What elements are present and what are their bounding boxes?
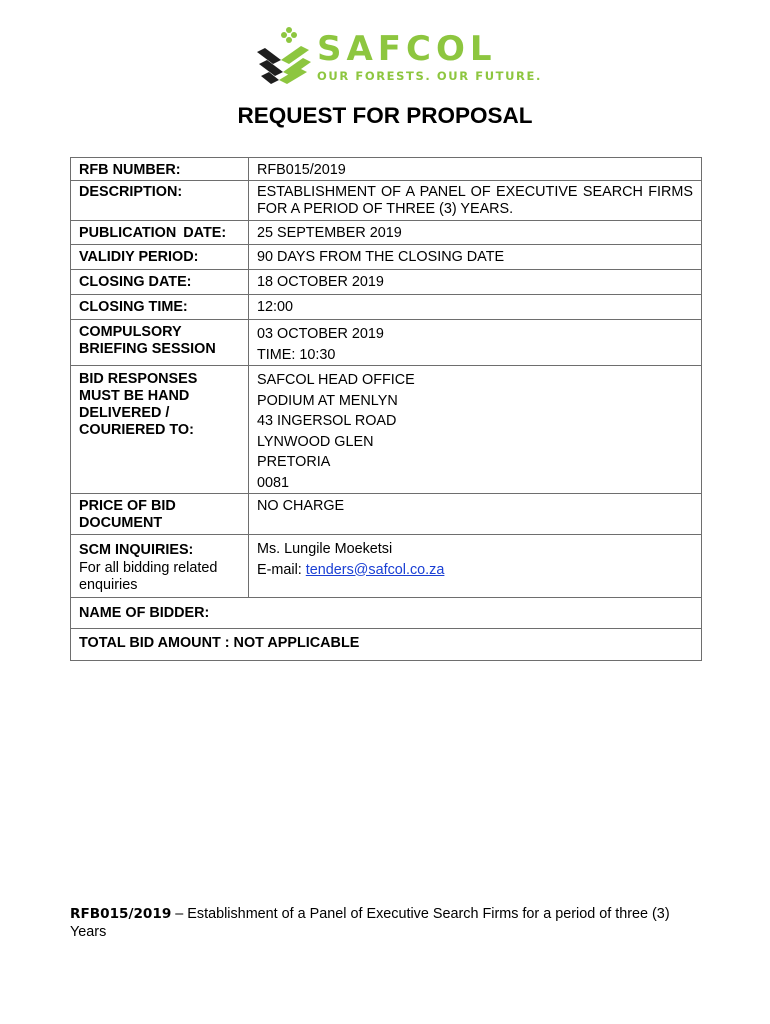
footer-text: – Establishment of a Panel of Executive Search Firms for a period of three (3) Years bbox=[70, 906, 670, 940]
scm-contact bbox=[249, 535, 702, 598]
briefing-date: 03 OCTOBER 2019 bbox=[257, 326, 384, 342]
rfp-details-table bbox=[70, 157, 702, 661]
briefing-label-line: COMPULSORY bbox=[79, 324, 182, 340]
delivery-label-line: MUST BE HAND bbox=[79, 388, 190, 404]
footer-code: RFB015/2019 bbox=[70, 906, 172, 922]
safcol-logo bbox=[255, 24, 542, 90]
briefing-session-label bbox=[71, 320, 249, 366]
address-line: 43 INGERSOL ROAD bbox=[257, 413, 397, 429]
page-title: REQUEST FOR PROPOSAL bbox=[237, 103, 533, 128]
description-label: DESCRIPTION: bbox=[71, 181, 249, 221]
table-row-price bbox=[71, 494, 702, 535]
closing-date-value: 18 OCTOBER 2019 bbox=[249, 270, 702, 295]
validity-period-value: 90 DAYS FROM THE CLOSING DATE bbox=[249, 245, 702, 270]
price-value: NO CHARGE bbox=[249, 494, 702, 535]
address-line: LYNWOOD GLEN bbox=[257, 433, 374, 450]
scm-sublabel: For all bidding related bbox=[79, 560, 218, 576]
scm-sublabel: enquiries bbox=[79, 577, 138, 593]
table-row-total-bid bbox=[71, 629, 702, 661]
table-row-briefing-session bbox=[71, 320, 702, 366]
price-label-line: PRICE OF BID bbox=[79, 498, 176, 514]
table-row-scm-inquiries bbox=[71, 535, 702, 598]
table-row-rfb-number bbox=[71, 158, 702, 181]
bidder-name-label: NAME OF BIDDER: bbox=[71, 598, 702, 629]
price-label bbox=[71, 494, 249, 535]
briefing-session-value bbox=[249, 320, 702, 366]
validity-period-label: VALIDIY PERIOD: bbox=[71, 245, 249, 270]
delivery-address bbox=[249, 366, 702, 494]
briefing-time: TIME: 10:30 bbox=[257, 346, 336, 363]
address-line: 0081 bbox=[257, 474, 290, 491]
table-row-closing-time bbox=[71, 295, 702, 320]
rfb-number-label: RFB NUMBER: bbox=[71, 158, 249, 181]
table-row-publication-date bbox=[71, 221, 702, 245]
email-link[interactable]: tenders@safcol.co.za bbox=[305, 561, 445, 578]
pine-cone-chevrons-icon bbox=[255, 24, 317, 86]
table-row-bidder-name bbox=[71, 598, 702, 629]
logo-wordmark: SAFCOL bbox=[317, 29, 497, 69]
table-row-delivery-address bbox=[71, 366, 702, 494]
publication-date-label: PUBLICATION DATE: bbox=[71, 221, 249, 245]
scm-label-title: SCM INQUIRIES: bbox=[79, 542, 194, 558]
total-bid-label: TOTAL BID AMOUNT : NOT APPLICABLE bbox=[71, 629, 702, 661]
logo-tagline: OUR FORESTS. OUR FUTURE. bbox=[317, 69, 542, 83]
email-prefix: E-mail: bbox=[257, 561, 306, 578]
publication-date-value: 25 SEPTEMBER 2019 bbox=[249, 221, 702, 245]
table-row-description bbox=[71, 181, 702, 221]
rfb-number-value: RFB015/2019 bbox=[249, 158, 702, 181]
table-row-closing-date bbox=[71, 270, 702, 295]
delivery-label-line: BID RESPONSES bbox=[79, 371, 198, 387]
address-line: PRETORIA bbox=[257, 454, 331, 470]
contact-name: Ms. Lungile Moeketsi bbox=[257, 541, 393, 557]
price-label-line: DOCUMENT bbox=[79, 515, 163, 531]
address-line: SAFCOL HEAD OFFICE bbox=[257, 372, 415, 388]
closing-date-label: CLOSING DATE: bbox=[71, 270, 249, 295]
contact-email-line bbox=[257, 560, 693, 581]
closing-time-value: 12:00 bbox=[249, 295, 702, 320]
scm-label bbox=[71, 535, 249, 598]
address-line: PODIUM AT MENLYN bbox=[257, 392, 398, 409]
description-value: ESTABLISHMENT OF A PANEL OF EXECUTIVE SEARCH FIRMS FOR A PERIOD OF THREE (3) YEARS. bbox=[249, 181, 702, 221]
delivery-label-line: DELIVERED / bbox=[79, 405, 170, 421]
footer-reference bbox=[70, 905, 700, 941]
closing-time-label: CLOSING TIME: bbox=[71, 295, 249, 320]
table-row-validity-period bbox=[71, 245, 702, 270]
delivery-label-line: COURIERED TO: bbox=[79, 422, 194, 438]
delivery-label bbox=[71, 366, 249, 494]
briefing-label-line: BRIEFING SESSION bbox=[79, 341, 216, 357]
